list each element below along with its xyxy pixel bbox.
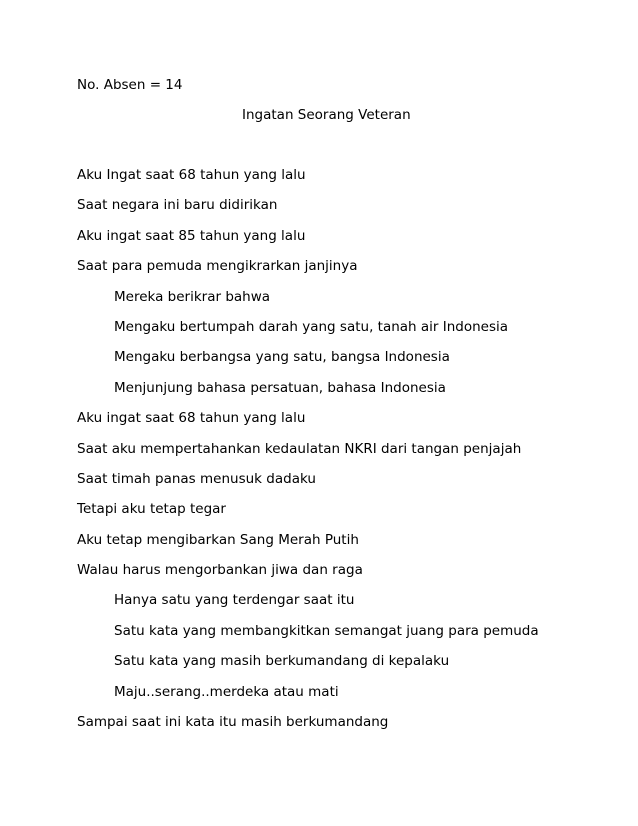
poem-line: Mengaku bertumpah darah yang satu, tanah air Indonesia <box>114 318 509 335</box>
absen-number: No. Absen = 14 <box>77 77 183 93</box>
poem-line: Menjunjung bahasa persatuan, bahasa Indonesia <box>114 379 446 396</box>
poem-line: Aku Ingat saat 68 tahun yang lalu <box>77 167 306 183</box>
poem-line: Mengaku berbangsa yang satu, bangsa Indonesia <box>114 349 450 366</box>
poem-line: Aku ingat saat 85 tahun yang lalu <box>77 227 306 244</box>
poem-title: Ingatan Seorang Veteran <box>242 107 411 123</box>
poem-line: Mereka berikrar bahwa <box>114 288 271 305</box>
poem-line: Maju..serang..merdeka atau mati <box>114 683 339 700</box>
poem-line: Saat negara ini baru didirikan <box>77 197 278 214</box>
poem-line: Hanya satu yang terdengar saat itu <box>114 592 355 609</box>
poem-line: Sampai saat ini kata itu masih berkumandang <box>77 714 389 731</box>
poem-body <box>77 166 539 743</box>
poem-line: Walau harus mengorbankan jiwa dan raga <box>77 562 363 579</box>
poem-line: Saat aku mempertahankan kedaulatan NKRI dari tangan penjajah <box>77 440 522 457</box>
poem-line: Aku ingat saat 68 tahun yang lalu <box>77 410 306 427</box>
poem-line: Tetapi aku tetap tegar <box>77 501 226 518</box>
poem-line: Saat timah panas menusuk dadaku <box>77 470 316 487</box>
poem-line: Satu kata yang membangkitkan semangat juang para pemuda <box>114 622 539 639</box>
poem-line: Saat para pemuda mengikrarkan janjinya <box>77 258 358 275</box>
poem-line: Satu kata yang masih berkumandang di kepalaku <box>114 653 450 670</box>
poem-line: Aku tetap mengibarkan Sang Merah Putih <box>77 531 359 548</box>
